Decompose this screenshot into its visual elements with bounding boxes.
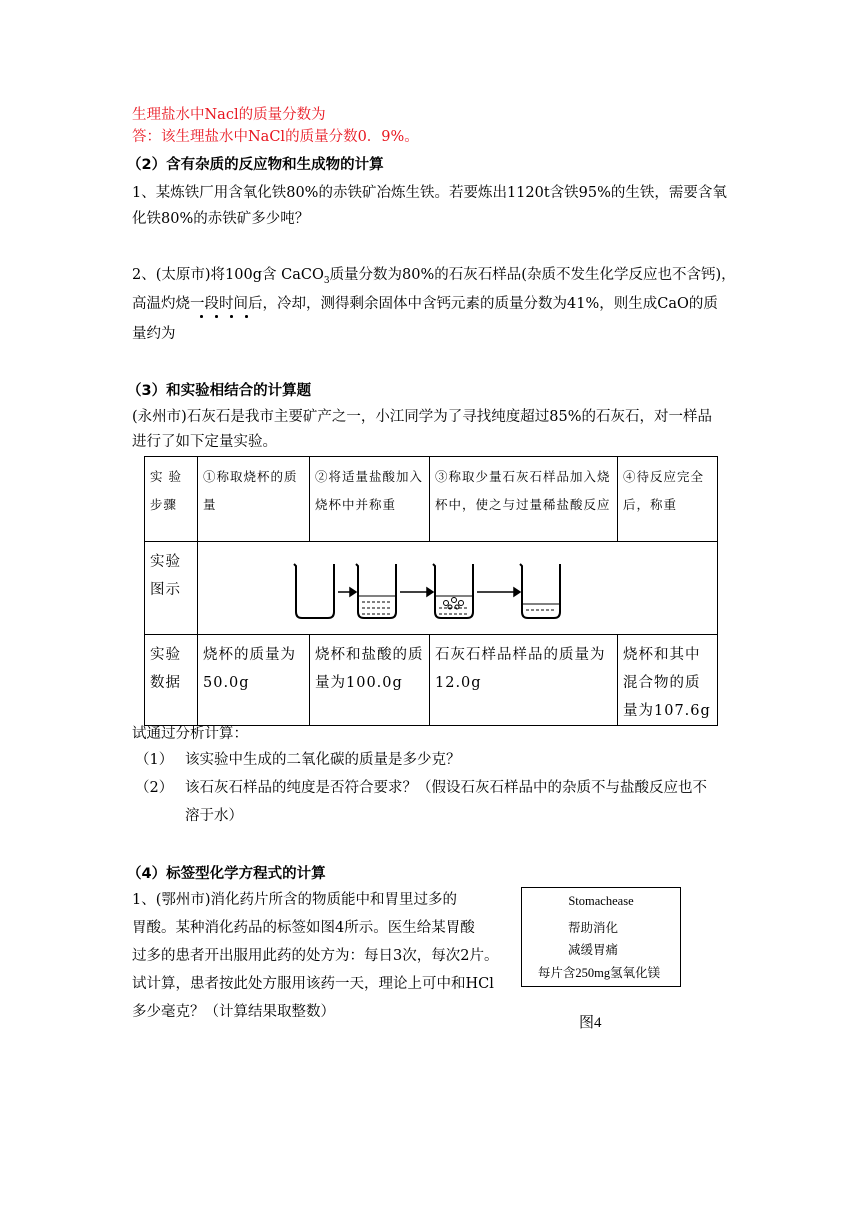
sec4-line4: 试计算，患者按此处方服用该药一天，理论上可中和HCl <box>132 976 494 992</box>
section-2-heading: （2）含有杂质的反应物和生成物的计算 <box>127 157 384 173</box>
sec2-q2-line2: 高温灼烧一段时间后，冷却，测得剩余固体中含钙元素的质量分数为41%，则生成CaO的质 <box>132 296 718 312</box>
beaker-sequence-figure <box>198 542 715 630</box>
sec3-intro-line2: 进行了如下定量实验。 <box>132 434 277 450</box>
sec2-q2-line1-part-a: 2、(太原市)将100g含 CaCO <box>132 267 324 283</box>
sec2-q2-line3: 量约为 <box>132 326 176 342</box>
answer-line-2: 答：该生理盐水中NaCl的质量分数0．9%。 <box>132 129 419 145</box>
sec2-q1-line1: 1、某炼铁厂用含氧化铁80%的赤铁矿冶炼生铁。若要炼出1120t含铁95%的生铁，需要含氧 <box>132 185 727 201</box>
figure-caption: 图4 <box>579 1015 602 1031</box>
step-3-cell: ③称取少量石灰石样品加入烧杯中，使之与过量稀盐酸反应 <box>430 457 618 542</box>
data-3-cell: 石灰石样品样品的质量为12.0g <box>430 635 618 726</box>
sec2-q2-line1 <box>132 265 736 291</box>
step-2-cell: ②将适量盐酸加入烧杯中并称重 <box>310 457 430 542</box>
emphasis-dot <box>245 315 248 318</box>
row-head-data: 实验数据 <box>145 635 198 726</box>
section-4-heading: （4）标签型化学方程式的计算 <box>127 866 326 882</box>
label-line-3: 减缓胃痛 <box>567 943 618 957</box>
medicine-label <box>521 887 681 987</box>
beaker-with-sample-icon <box>433 564 473 618</box>
emphasis-dot <box>200 315 203 318</box>
sec4-line5: 多少毫克？（计算结果取整数） <box>132 1004 335 1020</box>
sec3-after-text: 试通过分析计算： <box>132 726 248 742</box>
sec3-q2-text-line1: 该石灰石样品的纯度是否符合要求？（假设石灰石样品中的杂质不与盐酸反应也不 <box>185 780 707 796</box>
emphasis-dot <box>215 315 218 318</box>
label-line-4: 每片含250mg氢氧化镁 <box>537 966 661 980</box>
emphasis-dot <box>230 315 233 318</box>
sec3-q1-text: 该实验中生成的二氧化碳的质量是多少克？ <box>185 752 461 768</box>
sec3-q1-number: （1） <box>135 752 174 768</box>
sec2-q2-line1-part-b: 质量分数为80%的石灰石样品(杂质不发生化学反应也不含钙)， <box>329 267 736 283</box>
row-head-figure: 实验图示 <box>145 542 198 635</box>
sec2-q2-subscript: 3 <box>323 275 330 286</box>
experiment-table <box>144 456 718 726</box>
row-head-steps: 实 验 步骤 <box>145 457 198 542</box>
beaker-with-acid-icon <box>356 564 396 618</box>
data-1-cell: 烧杯的质量为50.0g <box>198 635 310 726</box>
section-3-heading: （3）和实验相结合的计算题 <box>127 383 312 399</box>
label-product-name: Stomachease <box>568 894 634 908</box>
sec4-line1: 1、(鄂州市)消化药片所含的物质能中和胃里过多的 <box>132 892 458 908</box>
data-4-cell: 烧杯和其中混合物的质量为107.6g <box>618 635 718 726</box>
sec4-line3: 过多的患者开出服用此药的处方为：每日3次，每次2片。 <box>132 948 499 964</box>
empty-beaker-icon <box>294 564 334 618</box>
sec3-intro-line1: (永州市)石灰石是我市主要矿产之一，小江同学为了寻找纯度超过85%的石灰石，对一样品 <box>132 409 713 425</box>
sec3-q2-text-line2: 溶于水） <box>185 808 243 824</box>
sec3-q2-number: （2） <box>135 780 174 796</box>
label-line-2: 帮助消化 <box>567 921 618 935</box>
sec2-q1-line2: 化铁80%的赤铁矿多少吨？ <box>132 211 310 227</box>
experiment-figure-cell <box>198 542 718 635</box>
data-2-cell: 烧杯和盐酸的质量为100.0g <box>310 635 430 726</box>
step-4-cell: ④待反应完全后，称重 <box>618 457 718 542</box>
answer-line-1: 生理盐水中Nacl的质量分数为 <box>132 107 326 123</box>
step-1-cell: ①称取烧杯的质量 <box>198 457 310 542</box>
sec4-line2: 胃酸。某种消化药品的标签如图4所示。医生给某胃酸 <box>132 920 475 936</box>
